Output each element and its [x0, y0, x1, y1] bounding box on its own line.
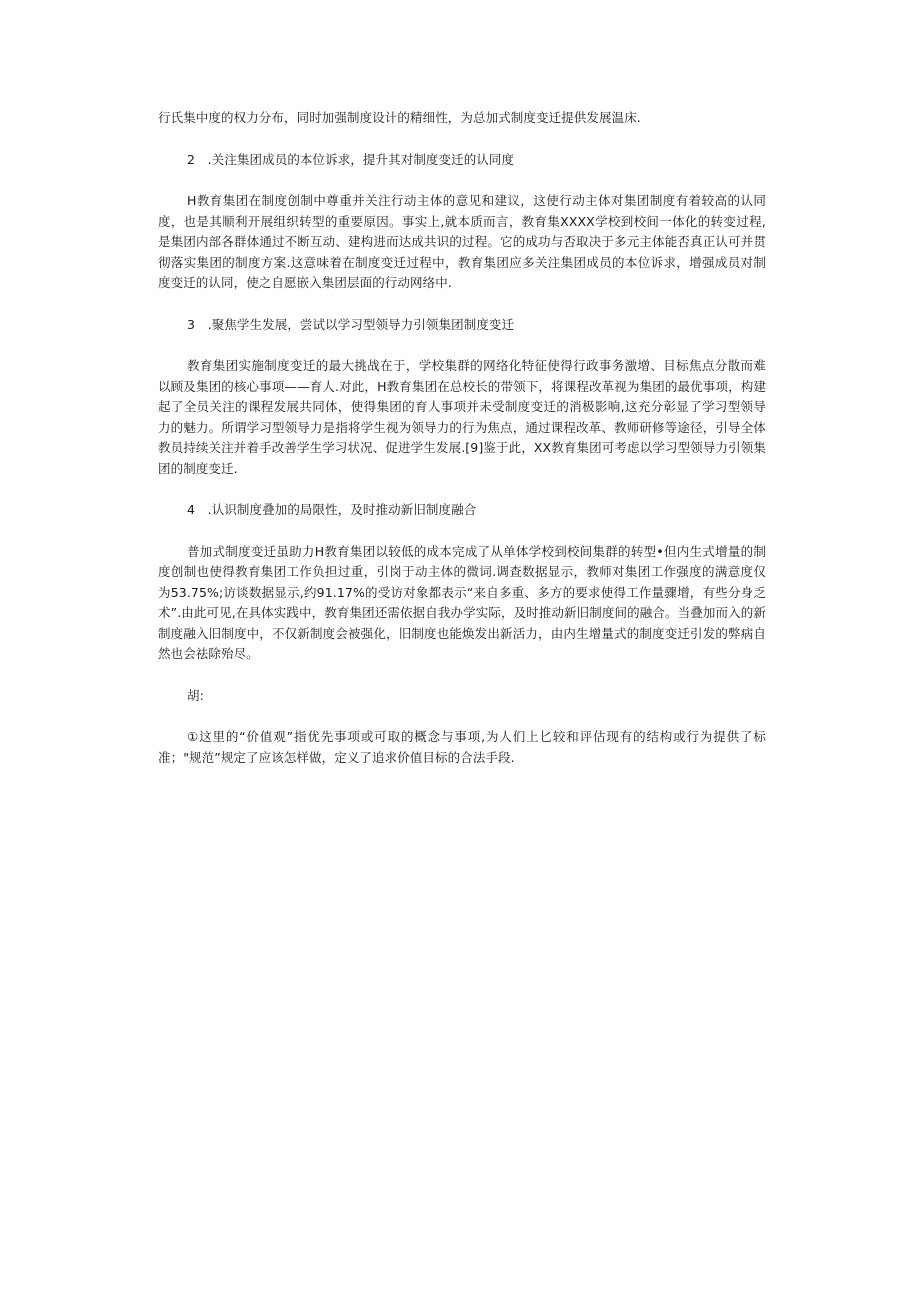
section-heading-4: 4 .认识制度叠加的局限性，及时推动新旧制度融合	[187, 502, 477, 517]
footnote-1: ①这里的“价值观”指优先事项或可取的概念与事项,为人们上匕较和评估现有的结构或行为提供了标准；"规范”规定了应该怎样做，定义了追求价值目标的合法手段.	[158, 729, 766, 765]
section-heading-3: 3 .聚焦学生发展，尝试以学习型领导力引领集团制度变迁	[187, 316, 515, 332]
paragraph-continuation: 行氏集中度的权力分布，同时加强制度设计的精细性，为总加式制度变迁提供发展温床.	[158, 110, 641, 125]
paragraph-section-2: H教育集团在制度创制中尊重并关注行动主体的意见和建议，这使行动主体对集团制度有着较高的认同度，也是其顺利开展组织转型的重要原因。事实上,就本质而言，教育集XXXX学校到校间一体化的转变过程,是集团内部各群体通过不断互动、建构进而达成共识的过程。它的成功与否取决于多元主体能否真正认可并贯彻落实集团的制度方案.这意味着在制度变迁过程中，教育集团应多关注集团成员的本位诉求，增强成员对制度变迁的认同，使之自愿嵌入集团层面的行动网络中.	[158, 193, 766, 290]
notes-label: 胡:	[187, 687, 204, 703]
document-body	[158, 108, 766, 768]
paragraph-section-3: 教育集团实施制度变迁的最大挑战在于，学校集群的网络化特征使得行政事务激增、目标焦点分散而难以顾及集团的核心事项——育人.对此，H教育集团在总校长的带领下，将课程改革视为集团的最优事项，构建起了全员关注的课程发展共同体，使得集团的育人事项并未受制度变迁的消极影响,这充分彰显了学习型领导力的魅力。所谓学习型领导力是指将学生视为领导力的行为焦点，通过课程改革、教师研修等途径，引导全体教员持续关注并着手改善学生学习状况、促进学生发展.[9]鉴于此，XX教育集团可考虑以学习型领导力引领集团的制度变迁.	[158, 358, 766, 476]
section-heading-2: 2 .关注集团成员的本位诉求，提升其对制度变迁的认同度	[187, 151, 515, 167]
paragraph-section-4: 普加式制度变迁虽助力H教育集团以较低的成本完成了从单体学校到校间集群的转型•但内生式增量的制度创制也使得教育集团工作负担过重，引岗于动主体的微词.调查数据显示，教师对集团工作强度的满意度仅为53.75%;访谈数据显示,约91.17%的受访对象都表示“来自多重、多方的要求使得工作量骤增，有些分身乏术”.由此可见,在具体实践中，教育集团还需依据自我办学实际，及时推动新旧制度间的融合。当叠加而入的新制度融入旧制度中，不仅新制度会被强化，旧制度也能焕发出新活力，由内生增量式的制度变迁引发的弊病自然也会祛除殆尽。	[158, 543, 766, 661]
